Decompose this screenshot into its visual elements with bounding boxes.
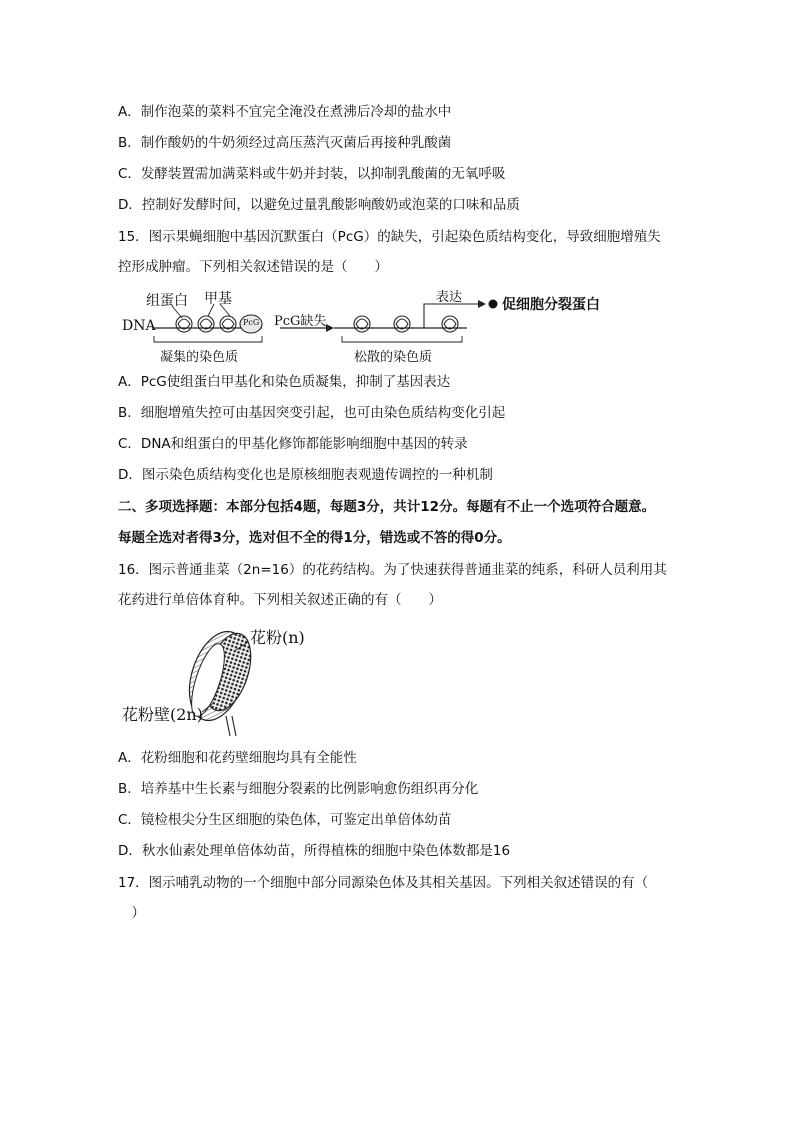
q17-stem-line2: ） [118, 905, 145, 921]
protein-dot-icon [489, 300, 498, 309]
q15-option-a: A．PcG使组蛋白甲基化和染色质凝集，抑制了基因表达 [118, 374, 451, 390]
q14-option-c: C．发酵装置需加满菜料或牛奶并封装，以抑制乳酸菌的无氧呼吸 [118, 166, 506, 182]
label-express: 表达 [436, 290, 463, 305]
q16-option-a: A．花粉细胞和花药壁细胞均具有全能性 [118, 750, 357, 766]
section2-heading-line2: 每题全选对者得3分，选对但不全的得1分，错选或不答的得0分。 [118, 530, 511, 546]
label-condensed-chromatin: 凝集的染色质 [160, 350, 239, 365]
q15-stem-line1: 15．图示果蝇细胞中基因沉默蛋白（PcG）的缺失，引起染色质结构变化，导致细胞增殖失 [118, 229, 661, 245]
nucleosome-icon [354, 316, 458, 332]
q15-option-c: C．DNA和组蛋白的甲基化修饰都能影响细胞中基因的转录 [118, 436, 468, 452]
label-pollen: 花粉(n) [250, 628, 305, 647]
q14-option-b: B．制作酸奶的牛奶须经过高压蒸汽灭菌后再接种乳酸菌 [118, 135, 452, 151]
label-dna: DNA [122, 318, 156, 334]
q15-option-b: B．细胞增殖失控可由基因突变引起，也可由染色质结构变化引起 [118, 405, 506, 421]
label-mitosis-protein: 促细胞分裂蛋白 [502, 297, 600, 313]
q16-option-c: C．镜检根尖分生区细胞的染色体，可鉴定出单倍体幼苗 [118, 812, 452, 828]
q14-option-d: D．控制好发酵时间，以避免过量乳酸影响酸奶或泡菜的口味和品质 [118, 197, 520, 213]
label-histone: 组蛋白 [146, 293, 188, 309]
label-pcg: PcG [243, 318, 260, 327]
q15-stem-line2: 控形成肿瘤。下列相关叙述错误的是（ ） [118, 259, 388, 275]
q16-stem-line1: 16．图示普通韭菜（2n=16）的花药结构。为了快速获得普通韭菜的纯系，科研人员利用其 [118, 562, 667, 578]
nucleosome-icon [176, 316, 236, 332]
q14-option-a: A．制作泡菜的菜料不宜完全淹没在煮沸后冷却的盐水中 [118, 104, 452, 120]
section2-heading-line1: 二、多项选择题：本部分包括4题，每题3分，共计12分。每题有不止一个选项符合题意。 [118, 499, 656, 515]
q15-chromatin-figure [122, 286, 612, 368]
q16-option-b: B．培养基中生长素与细胞分裂素的比例影响愈伤组织再分化 [118, 781, 479, 797]
q16-option-d: D．秋水仙素处理单倍体幼苗，所得植株的细胞中染色体数都是16 [118, 843, 511, 859]
label-pollen-wall: 花粉壁(2n) [122, 705, 203, 724]
q17-stem-line1: 17．图示哺乳动物的一个细胞中部分同源染色体及其相关基因。下列相关叙述错误的有（ [118, 875, 649, 891]
label-methyl: 甲基 [204, 291, 232, 307]
q15-option-d: D．图示染色质结构变化也是原核细胞表观遗传调控的一种机制 [118, 467, 493, 483]
label-pcg-loss: PcG缺失 [274, 314, 327, 329]
q16-anther-figure [118, 620, 318, 738]
q16-stem-line2: 花药进行单倍体育种。下列相关叙述正确的有（ ） [118, 592, 442, 608]
label-loose-chromatin: 松散的染色质 [354, 350, 433, 365]
